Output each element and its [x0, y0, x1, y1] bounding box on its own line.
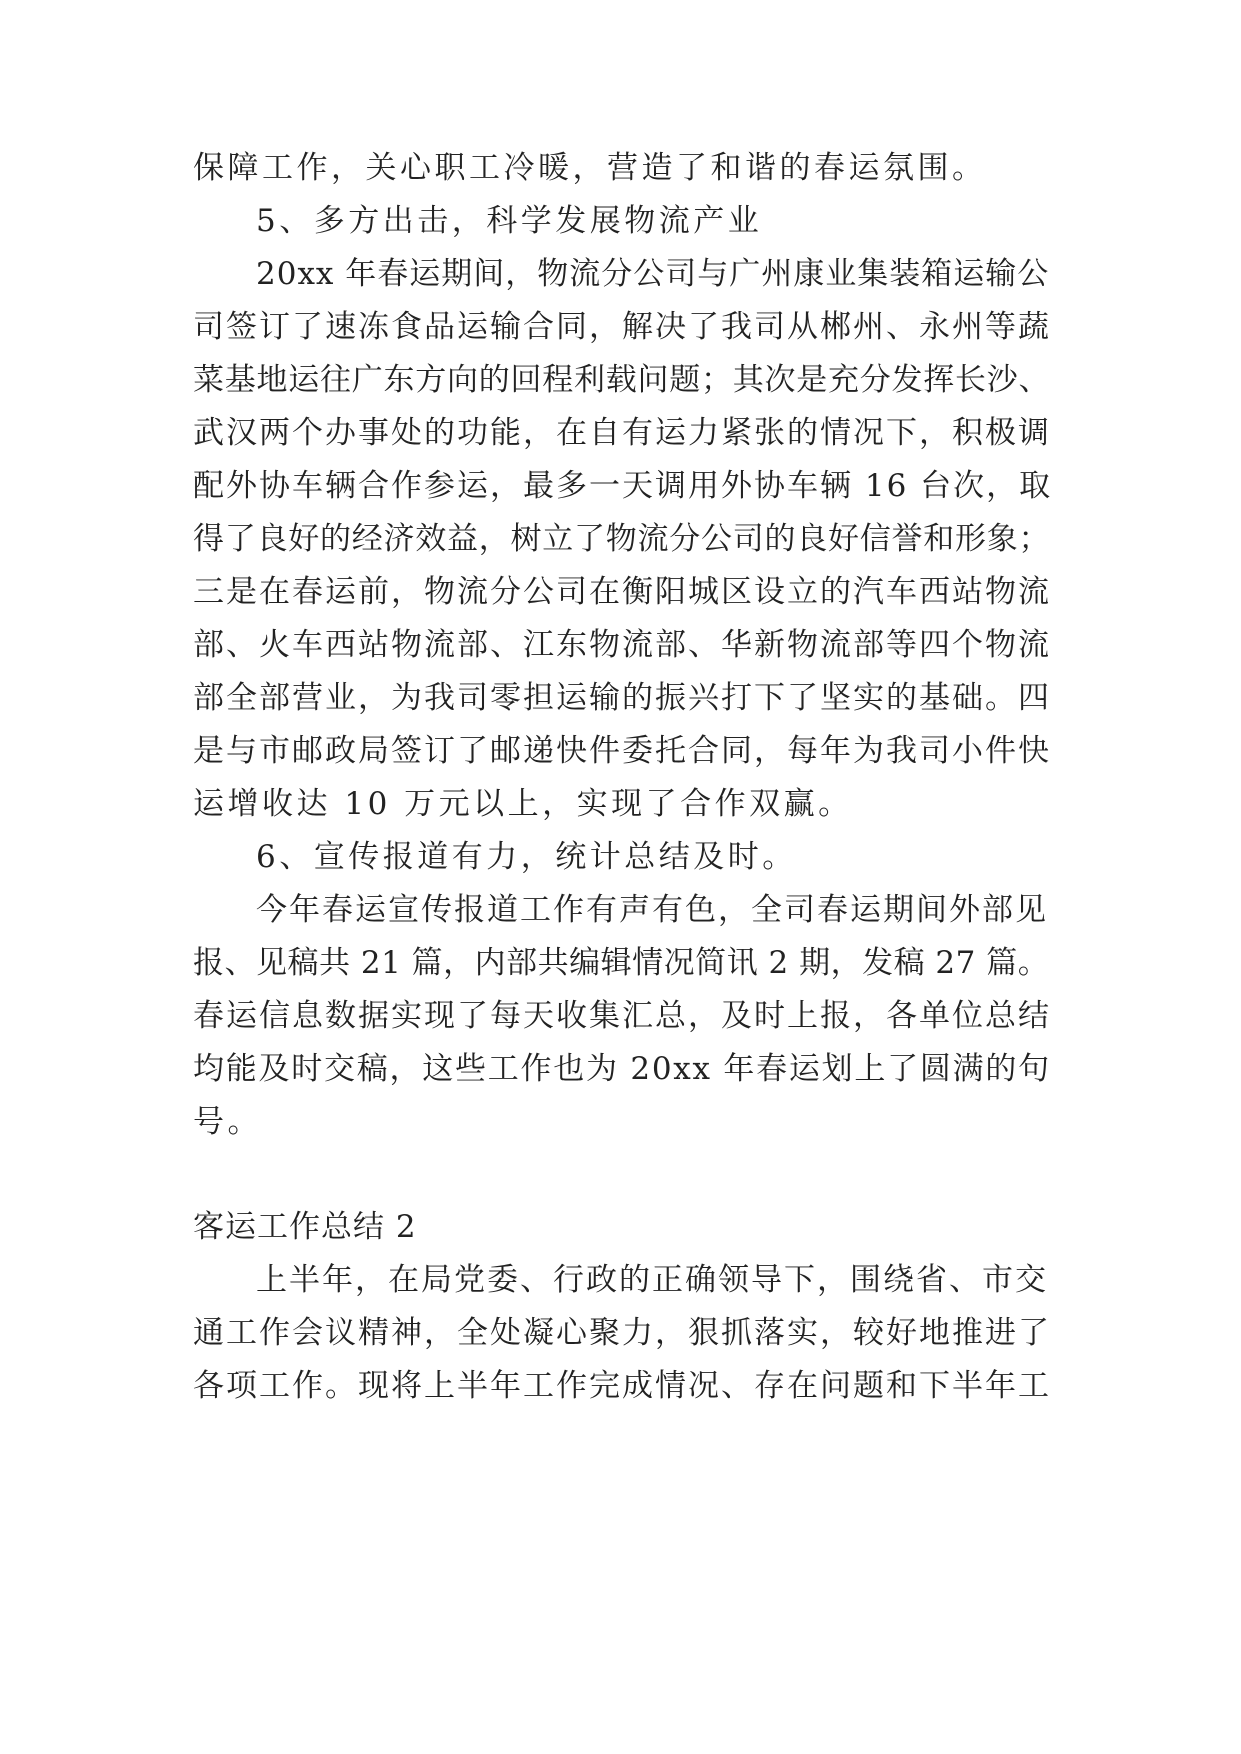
paragraph-line: 部全部营业，为我司零担运输的振兴打下了坚实的基础。四 — [193, 680, 1051, 716]
paragraph-line: 上半年，在局党委、行政的正确领导下，围绕省、市交 — [256, 1262, 1048, 1298]
paragraph-line: 得了良好的经济效益，树立了物流分公司的良好信誉和形象； — [193, 521, 1051, 557]
text-line: 保障工作，关心职工冷暖，营造了和谐的春运氛围。 — [193, 150, 987, 186]
paragraph-line: 菜基地运往广东方向的回程利载问题；其次是充分发挥长沙、 — [193, 362, 1051, 398]
paragraph-line: 号。 — [193, 1104, 262, 1140]
paragraph-line: 今年春运宣传报道工作有声有色，全司春运期间外部见 — [256, 892, 1048, 928]
section-heading-5: 5、多方出击，科学发展物流产业 — [256, 203, 763, 239]
paragraph-line: 通工作会议精神，全处凝心聚力，狠抓落实，较好地推进了 — [193, 1315, 1051, 1351]
paragraph-line: 报、见稿共 21 篇，内部共编辑情况简讯 2 期，发稿 27 篇。 — [193, 945, 1050, 981]
document-title: 客运工作总结 2 — [193, 1209, 417, 1245]
paragraph-line: 运增收达 10 万元以上，实现了合作双赢。 — [193, 786, 853, 822]
paragraph-line: 均能及时交稿，这些工作也为 20xx 年春运划上了圆满的句 — [193, 1051, 1051, 1087]
paragraph-line: 部、火车西站物流部、江东物流部、华新物流部等四个物流 — [193, 627, 1051, 663]
paragraph-line: 配外协车辆合作参运，最多一天调用外协车辆 16 台次，取 — [193, 468, 1053, 504]
paragraph-line: 武汉两个办事处的功能，在自有运力紧张的情况下，积极调 — [193, 415, 1051, 451]
paragraph-line: 司签订了速冻食品运输合同，解决了我司从郴州、永州等蔬 — [193, 309, 1051, 345]
paragraph-line: 春运信息数据实现了每天收集汇总，及时上报，各单位总结 — [193, 998, 1051, 1034]
paragraph-line: 三是在春运前，物流分公司在衡阳城区设立的汽车西站物流 — [193, 574, 1051, 610]
paragraph-line: 是与市邮政局签订了邮递快件委托合同，每年为我司小件快 — [193, 733, 1051, 769]
section-heading-6: 6、宣传报道有力，统计总结及时。 — [256, 839, 797, 875]
paragraph-line: 20xx 年春运期间，物流分公司与广州康业集装箱运输公 — [256, 256, 1050, 292]
paragraph-line: 各项工作。现将上半年工作完成情况、存在问题和下半年工 — [193, 1368, 1051, 1404]
